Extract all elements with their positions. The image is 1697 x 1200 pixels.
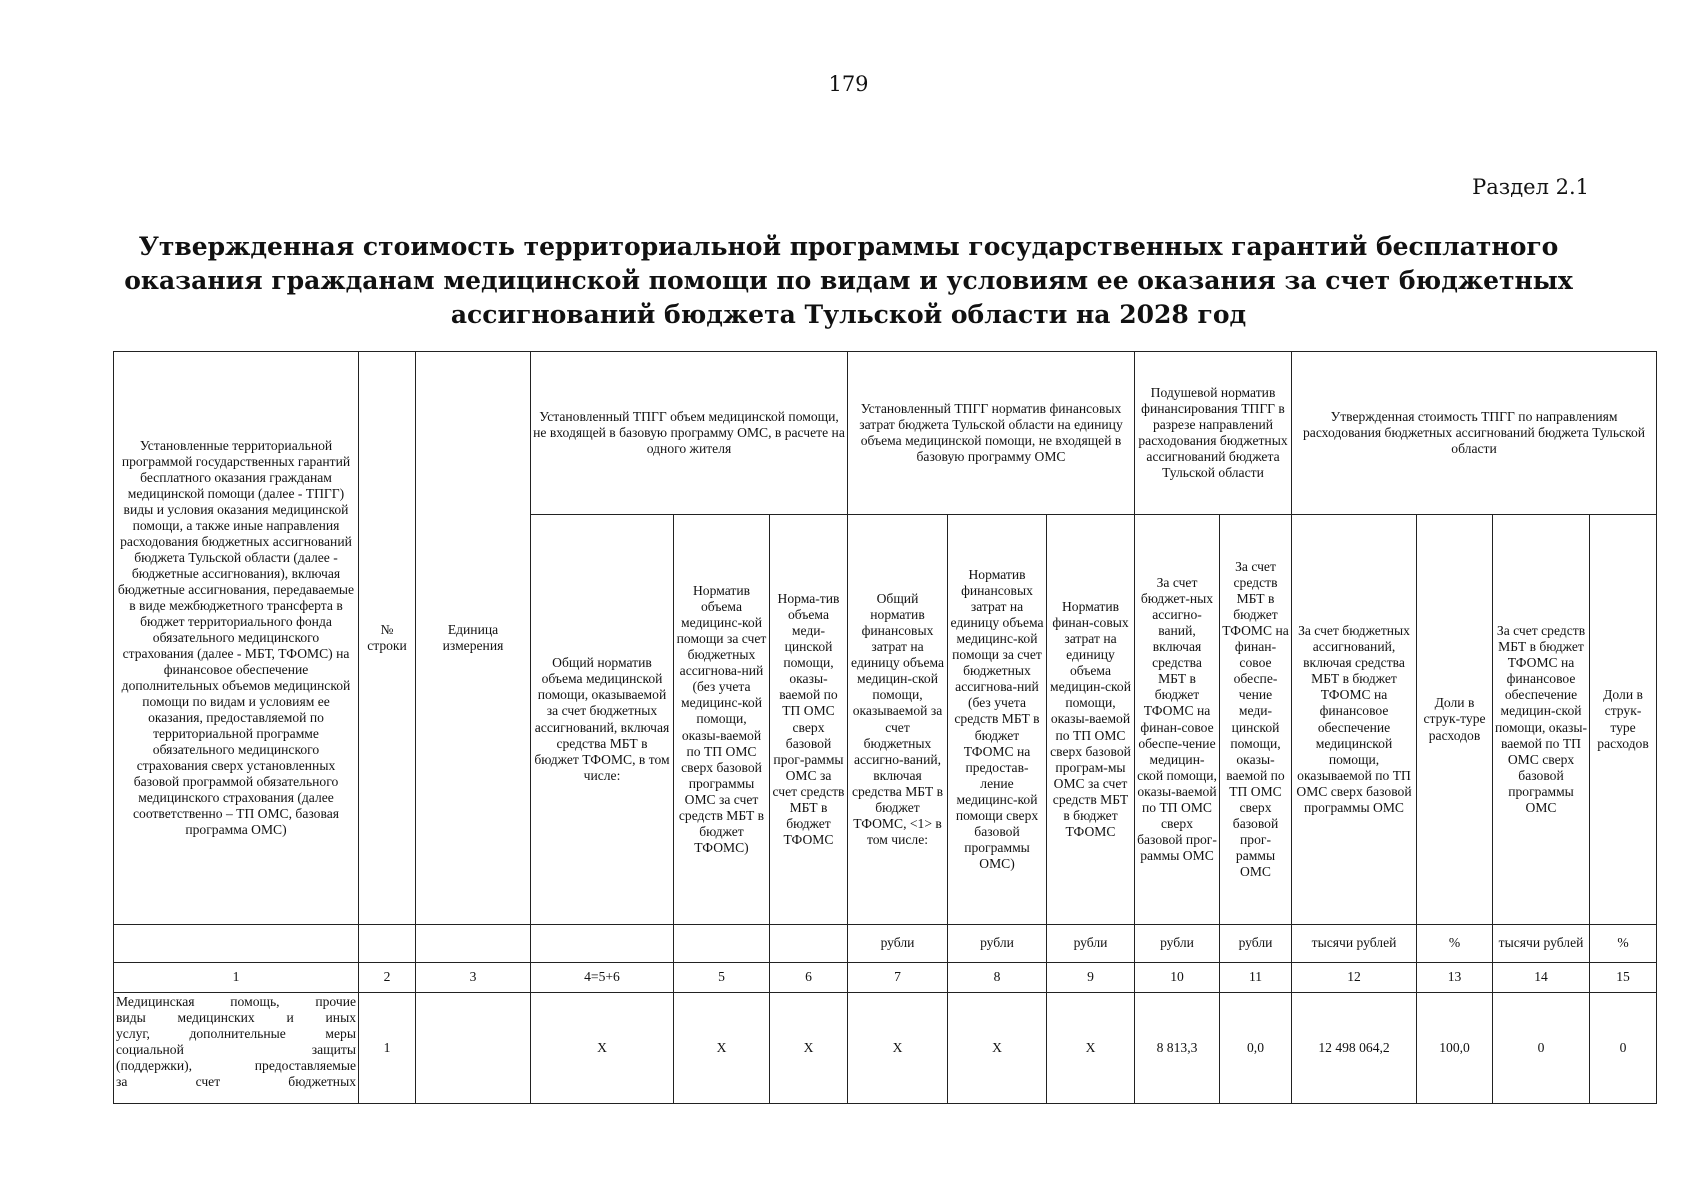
subheader-9: Норматив финан-совых затрат на единицу объема медицин-ской помощи, оказы-ваемой по ТП ОМС сверх базовой програм-мы ОМС за счет средств МБТ в бюджет ТФОМС <box>1047 515 1135 925</box>
col-number: 1 <box>114 963 359 993</box>
header-group-percapita: Подушевой норматив финансирования ТПГГ в разрезе направлений расходования бюджетных ассигнований бюджета Тульской области <box>1135 352 1292 515</box>
subheader-13: Доли в струк-туре расходов <box>1417 515 1493 925</box>
cell-row-number: 1 <box>359 993 416 1104</box>
col-number: 6 <box>770 963 848 993</box>
col-number: 9 <box>1047 963 1135 993</box>
unit-cell: рубли <box>1135 925 1220 963</box>
header-group-norm: Установленный ТПГГ норматив финансовых затрат бюджета Тульской области на единицу объема медицинской помощи, не входящей в базовую программу ОМС <box>848 352 1135 515</box>
col-number: 5 <box>674 963 770 993</box>
cell-col13: 100,0 <box>1417 993 1493 1104</box>
cell-col4: X <box>531 993 674 1104</box>
cell-col7: X <box>848 993 948 1104</box>
col-number: 3 <box>416 963 531 993</box>
cell-col8: X <box>948 993 1047 1104</box>
unit-cell: рубли <box>848 925 948 963</box>
unit-cell: тысячи рублей <box>1292 925 1417 963</box>
cost-table <box>113 351 1657 1104</box>
column-numbers-row <box>114 963 1657 993</box>
col-number: 7 <box>848 963 948 993</box>
unit-cell <box>674 925 770 963</box>
row-name-line: виды медицинских и иных <box>116 1010 356 1026</box>
header-group-volume: Установленный ТПГГ объем медицинской помощи, не входящей в базовую программу ОМС, в расчете на одного жителя <box>531 352 848 515</box>
header-unit: Единица измерения <box>416 352 531 925</box>
section-label: Раздел 2.1 <box>1472 175 1589 199</box>
header-group-cost: Утвержденная стоимость ТПГГ по направлениям расходования бюджетных ассигнований бюджета Тульской области <box>1292 352 1657 515</box>
col-number: 11 <box>1220 963 1292 993</box>
row-name-line: услуг, дополнительные меры <box>116 1026 356 1042</box>
subheader-4: Общий норматив объема медицинской помощи, оказываемой за счет бюджетных ассигнований, включая средства МБТ в бюджет ТФОМС, в том числе: <box>531 515 674 925</box>
units-row <box>114 925 1657 963</box>
subheader-15: Доли в струк-туре расходов <box>1590 515 1657 925</box>
cell-col11: 0,0 <box>1220 993 1292 1104</box>
row-name-line: (поддержки), предоставляемые <box>116 1058 356 1074</box>
subheader-7: Общий норматив финансовых затрат на единицу объема медицин-ской помощи, оказываемой за счет бюджетных ассигно-ваний, включая средства МБТ в бюджет ТФОМС, <1> в том числе: <box>848 515 948 925</box>
unit-cell <box>416 925 531 963</box>
col-number: 2 <box>359 963 416 993</box>
subheader-5: Норматив объема медицинс-кой помощи за счет бюджетных ассигнова-ний (без учета медицинс-кой помощи, оказы-ваемой по ТП ОМС сверх базовой программы ОМС за счет средств МБТ в бюджет ТФОМС) <box>674 515 770 925</box>
row-name-line: за счет бюджетных <box>116 1074 356 1090</box>
unit-cell <box>531 925 674 963</box>
unit-cell: рубли <box>1047 925 1135 963</box>
cell-col6: X <box>770 993 848 1104</box>
unit-cell <box>359 925 416 963</box>
unit-cell: рубли <box>948 925 1047 963</box>
subheader-10: За счет бюджет-ных ассигно-ваний, включая средства МБТ в бюджет ТФОМС на финан-совое обеспе-чение медицин-ской помощи, оказы-ваемой по ТП ОМС сверх базовой прог-раммы ОМС <box>1135 515 1220 925</box>
unit-cell: % <box>1590 925 1657 963</box>
document-title: Утвержденная стоимость территориальной программы государственных гарантий бесплатного оказания гражданам медицинской помощи по видам и условиям ее оказания за счет бюджетных ассигнований бюджета Тульской области на 2028 год <box>124 232 1573 329</box>
subheader-12: За счет бюджетных ассигнований, включая средства МБТ в бюджет ТФОМС на финансовое обеспечение медицинской помощи, оказываемой по ТП ОМС сверх базовой программы ОМС <box>1292 515 1417 925</box>
cell-unit <box>416 993 531 1104</box>
unit-cell <box>114 925 359 963</box>
col-number: 14 <box>1493 963 1590 993</box>
unit-cell <box>770 925 848 963</box>
col-number: 12 <box>1292 963 1417 993</box>
col-number: 10 <box>1135 963 1220 993</box>
unit-cell: тысячи рублей <box>1493 925 1590 963</box>
row-name-line: Медицинская помощь, прочие <box>116 994 356 1009</box>
col-number: 15 <box>1590 963 1657 993</box>
table-row <box>114 993 1657 1104</box>
cell-col14: 0 <box>1493 993 1590 1104</box>
col-number: 8 <box>948 963 1047 993</box>
row-name-cell <box>114 993 359 1104</box>
page-number: 179 <box>828 72 869 96</box>
unit-cell: % <box>1417 925 1493 963</box>
cell-col5: X <box>674 993 770 1104</box>
header-col1: Установленные территориальной программой государственных гарантий бесплатного оказания гражданам медицинской помощи (далее - ТПГГ) виды и условия оказания медицинской помощи, а также иные направления расходования бюджетных ассигнований бюджета Тульской области (далее - бюджетные ассигнования), включая бюджетные ассигнования, передаваемые в виде межбюджетного трансферта в бюджет территориального фонда обязательного медицинского страхования (далее - МБТ, ТФОМС) на финансовое обеспечение дополнительных объемов медицинской помощи по видам и условиям ее оказания, предоставляемой по территориальной программе обязательного медицинского страхования сверх установленных базовой программой обязательного медицинского страхования (далее соответственно – ТП ОМС, базовая программа ОМС) <box>114 352 359 925</box>
header-row-number: № строки <box>359 352 416 925</box>
subheader-8: Норматив финансовых затрат на единицу объема медицинс-кой помощи за счет бюджетных ассигнова-ний (без учета средств МБТ в бюджет ТФОМС на предостав-ление медицинс-кой помощи сверх базовой программы ОМС) <box>948 515 1047 925</box>
subheader-11: За счет средств МБТ в бюджет ТФОМС на финан-совое обеспе-чение меди-цинской помощи, оказы-ваемой по ТП ОМС сверх базовой прог-раммы ОМС <box>1220 515 1292 925</box>
cell-col15: 0 <box>1590 993 1657 1104</box>
cell-col12: 12 498 064,2 <box>1292 993 1417 1104</box>
unit-cell: рубли <box>1220 925 1292 963</box>
row-name-line: социальной защиты <box>116 1042 356 1058</box>
cell-col9: X <box>1047 993 1135 1104</box>
col-number: 13 <box>1417 963 1493 993</box>
cell-col10: 8 813,3 <box>1135 993 1220 1104</box>
subheader-14: За счет средств МБТ в бюджет ТФОМС на финансовое обеспечение медицин-ской помощи, оказы-ваемой по ТП ОМС сверх базовой программы ОМС <box>1493 515 1590 925</box>
col-number: 4=5+6 <box>531 963 674 993</box>
subheader-6: Норма-тив объема меди-цинской помощи, оказы-ваемой по ТП ОМС сверх базовой прог-раммы ОМС за счет средств МБТ в бюджет ТФОМС <box>770 515 848 925</box>
